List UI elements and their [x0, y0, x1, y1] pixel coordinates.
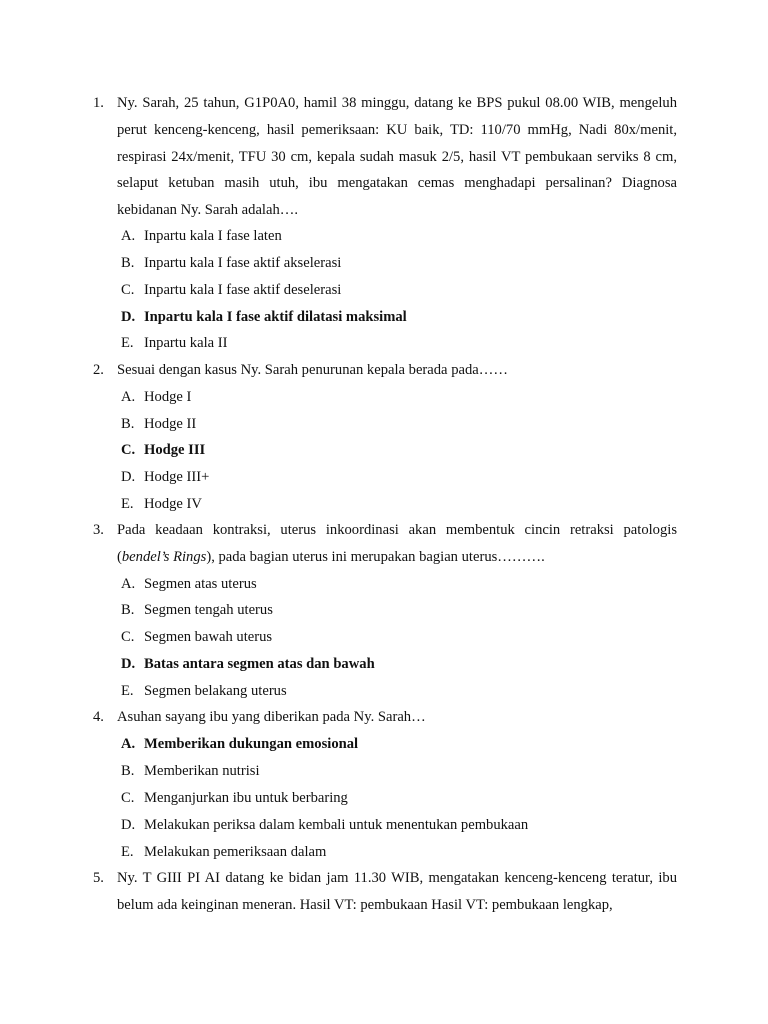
question-number: 1.: [93, 95, 104, 111]
option-text: Hodge III+: [144, 469, 210, 485]
option-text: Memberikan nutrisi: [144, 763, 260, 779]
option-text: Segmen belakang uterus: [144, 683, 287, 699]
option-text: Inpartu kala I fase aktif deselerasi: [144, 282, 342, 298]
option-3b: [121, 600, 273, 620]
option-4b: [121, 761, 260, 781]
option-text: Segmen atas uterus: [144, 576, 257, 592]
option-4c: [121, 788, 348, 808]
option-3e: [121, 681, 287, 701]
option-text: Hodge III: [144, 442, 206, 458]
option-1a: [121, 226, 282, 246]
option-text: Hodge I: [144, 389, 192, 405]
option-1b: [121, 253, 341, 273]
option-letter: C.: [121, 442, 136, 458]
option-letter: D.: [121, 656, 136, 672]
option-letter: A.: [121, 389, 136, 405]
question-3: [93, 517, 677, 571]
question-1: [93, 90, 677, 224]
question-number: 5.: [93, 870, 104, 886]
option-4e: [121, 842, 326, 862]
option-letter: B.: [121, 416, 135, 432]
option-1d-answer: [121, 307, 407, 327]
option-2d: [121, 467, 209, 487]
option-text: Inpartu kala II: [144, 335, 228, 351]
option-letter: D.: [121, 309, 136, 325]
option-letter: A.: [121, 576, 136, 592]
option-4d: [121, 815, 528, 835]
question-stem: Asuhan sayang ibu yang diberikan pada Ny. Sarah…: [117, 709, 426, 725]
option-text: Inpartu kala I fase aktif akselerasi: [144, 255, 342, 271]
option-text: Segmen bawah uterus: [144, 629, 273, 645]
option-letter: B.: [121, 763, 135, 779]
option-text: Batas antara segmen atas dan bawah: [144, 656, 375, 672]
question-4: [93, 704, 677, 731]
question-stem-part1: Pada keadaan kontraksi, uterus inkoordinasi akan membentuk cincin retraksi patologis (: [117, 522, 677, 565]
option-letter: E.: [121, 844, 134, 860]
option-3d-answer: [121, 654, 375, 674]
option-letter: E.: [121, 335, 134, 351]
option-2c-answer: [121, 440, 205, 460]
question-number: 3.: [93, 522, 104, 538]
option-text: Segmen tengah uterus: [144, 602, 273, 618]
question-stem-italic: bendel’s Rings: [121, 548, 207, 565]
option-text: Inpartu kala I fase laten: [144, 228, 282, 244]
option-letter: D.: [121, 817, 136, 833]
option-1c: [121, 280, 341, 300]
option-text: Hodge IV: [144, 496, 202, 512]
question-5: [93, 865, 677, 919]
option-text: Melakukan pemeriksaan dalam: [144, 844, 327, 860]
option-text: Menganjurkan ibu untuk berbaring: [144, 790, 348, 806]
question-2: [93, 357, 677, 384]
option-letter: E.: [121, 496, 134, 512]
option-letter: C.: [121, 282, 135, 298]
option-letter: A.: [121, 228, 136, 244]
option-letter: A.: [121, 736, 136, 752]
option-3a: [121, 574, 257, 594]
option-2b: [121, 414, 196, 434]
question-stem: Ny. Sarah, 25 tahun, G1P0A0, hamil 38 minggu, datang ke BPS pukul 08.00 WIB, mengeluh perut kenceng-kenceng, hasil pemeriksaan: KU baik, TD: 110/70 mmHg, Nadi 80x/menit, respirasi 24x/menit, TFU 30 cm, kepala sudah masuk 2/5, hasil VT pembukaan serviks 8 cm, selaput ketuban masih utuh, ibu mengatakan cemas menghadapi persalinan? Diagnosa kebidanan Ny. Sarah adalah….: [117, 95, 677, 219]
question-number: 2.: [93, 362, 104, 378]
option-letter: C.: [121, 790, 135, 806]
question-stem: Ny. T GIII PI AI datang ke bidan jam 11.30 WIB, mengatakan kenceng-kenceng teratur, ibu belum ada keinginan meneran. Hasil VT: pembukaan Hasil VT: pembukaan lengkap,: [117, 870, 677, 913]
option-2e: [121, 494, 202, 514]
option-text: Memberikan dukungan emosional: [144, 736, 359, 752]
option-2a: [121, 387, 191, 407]
option-4a-answer: [121, 734, 358, 754]
option-3c: [121, 627, 272, 647]
question-number: 4.: [93, 709, 104, 725]
option-text: Inpartu kala I fase aktif dilatasi maksimal: [144, 309, 407, 325]
option-letter: E.: [121, 683, 134, 699]
option-1e: [121, 333, 227, 353]
option-letter: D.: [121, 469, 136, 485]
option-text: Hodge II: [144, 416, 197, 432]
option-letter: B.: [121, 602, 135, 618]
option-text: Melakukan periksa dalam kembali untuk menentukan pembukaan: [144, 817, 529, 833]
option-letter: C.: [121, 629, 135, 645]
question-stem: Sesuai dengan kasus Ny. Sarah penurunan kepala berada pada……: [117, 362, 508, 378]
option-letter: B.: [121, 255, 135, 271]
question-stem-part2: ), pada bagian uterus ini merupakan bagian uterus……….: [206, 548, 545, 565]
